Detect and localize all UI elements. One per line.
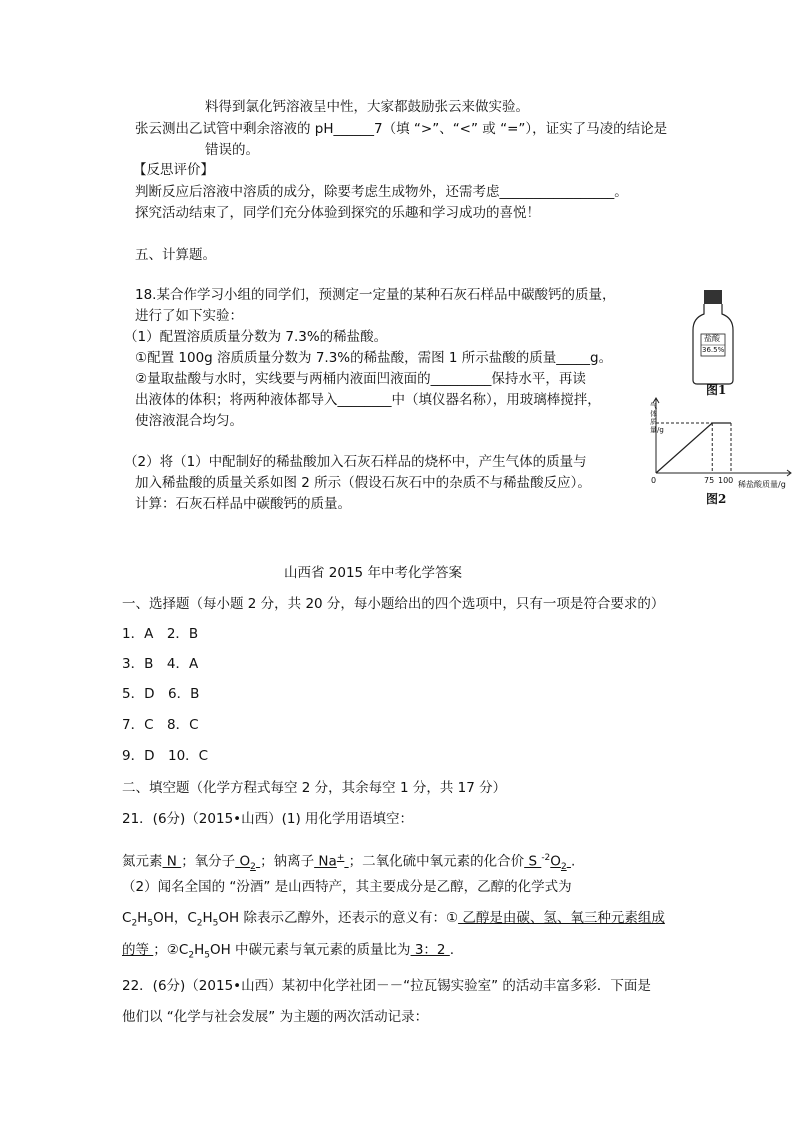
text-segment: H (202, 910, 213, 926)
answer-text: S (524, 853, 542, 870)
text-segment: 山西省 2015 年中考化学答案 (284, 565, 462, 581)
text-line (122, 977, 651, 995)
text-segment: 7．C 8．C (122, 717, 199, 733)
text-segment: 使溶液混合均匀。 (135, 413, 243, 429)
text-segment: ①配置 100g 溶质质量分数为 7.3%的稀盐酸，需图 1 所示盐酸的质量_____g。 (135, 350, 613, 366)
text-line (133, 161, 214, 179)
text-line (284, 564, 462, 582)
answer-text: 2 (250, 862, 256, 873)
text-segment: 进行了如下实验： (135, 308, 243, 324)
bottle-cap (704, 290, 722, 304)
text-line (135, 495, 351, 513)
answer-text: 乙醇是由碳、氢、氧三种元素组成 (458, 910, 665, 926)
text-segment: 二、填空题（化学方程式每空 2 分，其余每空 1 分，共 17 分） (122, 780, 507, 796)
chart-xlabel: 稀盐酸质量/g (738, 480, 786, 489)
text-segment: 22．(6分)（2015•山西）某初中化学社团－－“拉瓦锡实验室” 的活动丰富多彩．下面是 (122, 978, 651, 994)
text-segment: 料得到氯化钙溶液呈中性，大家都鼓励张云来做实验。 (205, 99, 529, 115)
text-segment: 5 (204, 950, 210, 961)
text-segment: 出液体的体积；将两种液体都导入________中（填仪器名称），用玻璃棒搅拌， (135, 392, 601, 408)
text-segment: . (449, 942, 455, 958)
text-line (122, 779, 506, 797)
text-line (122, 625, 198, 643)
text-segment: 【反思评价】 (133, 162, 214, 178)
text-line (122, 1008, 428, 1026)
text-line (135, 349, 612, 367)
text-line (122, 655, 198, 673)
text-line (135, 474, 591, 492)
text-line (122, 747, 208, 765)
bottle-label-name: 盐酸 (704, 334, 720, 343)
text-segment: 五、计算题。 (135, 247, 216, 263)
text-segment: ；二氧化硫中氧元素的化合价 (348, 853, 525, 870)
bottle-body (693, 304, 733, 384)
text-line (122, 595, 664, 613)
answer-text: Na (314, 853, 337, 870)
text-segment: 加入稀盐酸的质量关系如图 2 所示（假设石灰石中的杂质不与稀盐酸反应）。 (135, 475, 591, 491)
text-line (135, 391, 601, 409)
figure1-caption: 图1 (706, 383, 727, 397)
tick-75: 75 (704, 476, 715, 485)
text-segment: 21．(6分)（2015•山西）(1) 用化学用语填空： (122, 811, 414, 827)
text-line (122, 941, 454, 965)
text-segment: 5 (147, 918, 154, 929)
tick-0: 0 (651, 476, 657, 485)
text-line (135, 412, 243, 430)
text-segment: （2）将（1）中配制好的稀盐酸加入石灰石样品的烧杯中，产生气体的质量与 (124, 454, 587, 470)
text-segment: ；钠离子 (260, 853, 315, 870)
text-line (205, 98, 529, 116)
text-segment: C (122, 910, 132, 926)
bottle-label-value: 36.5% (702, 346, 725, 354)
text-line (135, 183, 628, 201)
text-segment: 3．B 4．A (122, 656, 199, 672)
answer-text: N (162, 853, 182, 870)
text-segment: （1）配置溶质质量分数为 7.3%的稀盐酸。 (124, 329, 388, 345)
text-line (135, 307, 243, 325)
figure2-chart (650, 395, 794, 485)
text-segment: ；②C (153, 942, 189, 958)
text-segment: 他们以 “化学与社会发展” 为主题的两次活动记录： (122, 1009, 429, 1025)
text-segment: 一、选择题（每小题 2 分，共 20 分，每小题给出的四个选项中，只有一项是符合要求的） (122, 596, 665, 612)
text-segment: 氮元素 (122, 853, 163, 870)
text-segment: 1．A 2．B (122, 626, 199, 642)
text-segment: ；氧分子 (181, 853, 236, 870)
data-line (656, 423, 731, 473)
text-segment: . (570, 853, 576, 870)
text-line (205, 141, 259, 159)
text-line (135, 120, 667, 138)
answer-text: 的等 (122, 942, 154, 958)
text-line (135, 246, 216, 264)
text-line (124, 328, 387, 346)
text-line (122, 909, 665, 933)
chart-ylabel: 气体质量/g (650, 402, 664, 434)
text-line (135, 286, 615, 304)
text-segment: OH 中碳元素与氧元素的质量比为 (209, 942, 411, 958)
text-segment: 2 (196, 918, 203, 929)
answer-text: O (235, 853, 251, 870)
text-segment: OH，C (153, 910, 197, 926)
tick-100: 100 (718, 476, 734, 485)
answer-text: O (550, 853, 561, 870)
answer-text: 2 (560, 862, 567, 873)
text-segment: 5 (212, 918, 219, 929)
text-line (135, 370, 586, 388)
text-segment: 2 (188, 950, 195, 961)
text-segment: H (194, 942, 205, 958)
text-line (122, 685, 199, 703)
text-line (122, 810, 413, 828)
text-line (122, 878, 572, 896)
text-segment: OH 除表示乙醇外，还表示的意义有：① (218, 910, 459, 926)
answer-text: 3：2 (410, 942, 450, 958)
text-segment: 错误的。 (205, 142, 259, 158)
text-line (122, 716, 199, 734)
text-segment: 2 (131, 918, 138, 929)
text-segment: 探究活动结束了，同学们充分体验到探究的乐趣和学习成功的喜悦！ (135, 205, 540, 221)
text-line (135, 204, 540, 222)
text-segment: ②量取盐酸与水时，实线要与两桶内液面凹液面的_________保持水平，再读 (135, 371, 586, 387)
text-line (122, 849, 575, 876)
answer-text: + (336, 853, 345, 863)
text-line (124, 453, 587, 471)
text-segment: 张云测出乙试管中剩余溶液的 pH______7（填 “>”、“<” 或 “=”），证实了马凌的结论是 (135, 121, 668, 137)
text-segment: H (137, 910, 148, 926)
text-segment: （2）闻名全国的 “汾酒” 是山西特产，其主要成分是乙醇，乙醇的化学式为 (122, 879, 572, 895)
text-segment: -2 (541, 853, 551, 863)
text-segment: 9．D 10．C (122, 748, 209, 764)
text-segment: 18.某合作学习小组的同学们，预测定一定量的某种石灰石样品中碳酸钙的质量， (135, 287, 616, 303)
text-segment: 计算：石灰石样品中碳酸钙的质量。 (135, 496, 351, 512)
text-segment: 判断反应后溶液中溶质的成分，除要考虑生成物外，还需考虑_________________。 (135, 184, 628, 200)
text-segment: 5．D 6．B (122, 686, 200, 702)
figure2-caption: 图2 (706, 492, 727, 506)
